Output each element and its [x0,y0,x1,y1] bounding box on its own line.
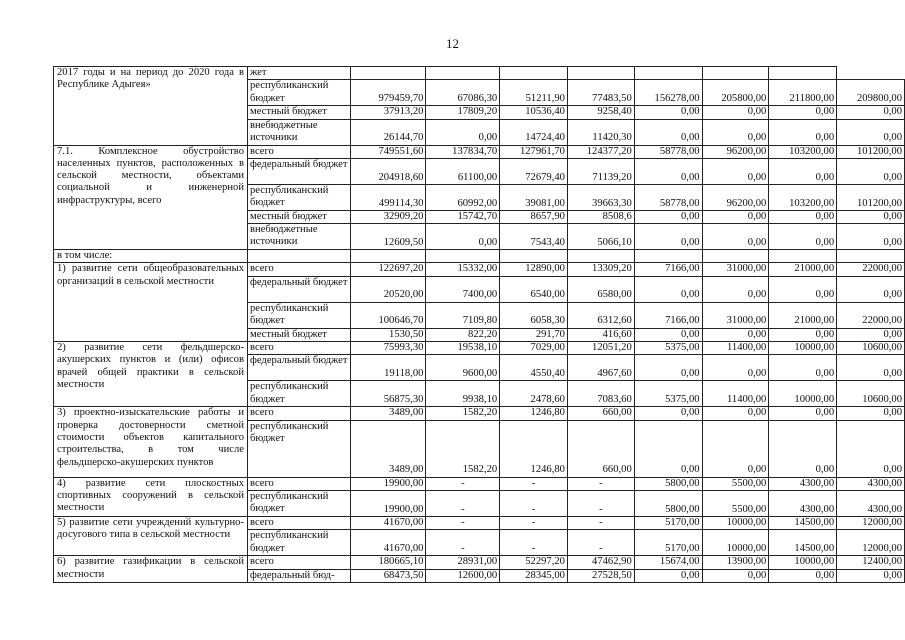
value-cell: 61100,00 [426,158,500,184]
value-cell: 0,00 [769,276,837,302]
funding-source: республиканский бюджет [248,490,351,516]
value-cell: 1246,80 [500,407,568,420]
value-cell: 22000,00 [837,263,905,276]
funding-source [248,250,351,263]
item-description: 3) проектно-изыскательские работы и проверка достоверности сметной стоимости объектов капитального строительства, в том числе фельдшерско-акушерских пунктов [54,407,248,477]
value-cell: - [426,530,500,556]
value-cell: 0,00 [837,106,905,119]
value-cell: 0,00 [426,224,500,250]
value-cell: 0,00 [837,158,905,184]
funding-source: федеральный бюджет [248,355,351,381]
value-cell: 7166,00 [634,302,702,328]
value-cell: 10600,00 [837,342,905,355]
value-cell: 0,00 [634,224,702,250]
value-cell: 0,00 [769,420,837,477]
value-cell: 979459,70 [350,80,426,106]
table-body [54,67,905,583]
value-cell: 660,00 [567,420,634,477]
value-cell: 499114,30 [350,184,426,210]
value-cell: 71139,20 [567,158,634,184]
table-row [54,145,905,158]
value-cell: 0,00 [426,119,500,145]
value-cell: 12000,00 [837,530,905,556]
value-cell: 291,70 [500,328,568,341]
value-cell: 0,00 [769,106,837,119]
value-cell: 7029,00 [500,342,568,355]
value-cell: 14724,40 [500,119,568,145]
value-cell: 10000,00 [769,342,837,355]
value-cell: 0,00 [634,420,702,477]
value-cell: 660,00 [567,407,634,420]
value-cell: 21000,00 [769,302,837,328]
value-cell: 22000,00 [837,302,905,328]
value-cell: 5375,00 [634,342,702,355]
value-cell: 28931,00 [426,556,500,569]
value-cell: - [567,530,634,556]
value-cell: 0,00 [634,328,702,341]
item-description: 5) развитие сети учреждений культурно-досугового типа в сельской местности [54,516,248,555]
funding-source: республиканский бюджет [248,184,351,210]
value-cell: 0,00 [769,158,837,184]
table-row [54,477,905,490]
item-description: 7.1. Комплексное обустройство населенных пунктов, расположенных в сельской местности, объектами социальной и инженерной инфраструктуры, всего [54,145,248,250]
funding-source: внебюджетные источники [248,119,351,145]
value-cell [567,250,634,263]
item-description: 4) развитие сети плоскостных спортивных сооружений в сельской местности [54,477,248,516]
value-cell: 205800,00 [702,80,769,106]
value-cell: 0,00 [702,106,769,119]
value-cell: 19900,00 [350,477,426,490]
value-cell: 6058,30 [500,302,568,328]
value-cell: 41670,00 [350,516,426,529]
value-cell [702,67,769,80]
value-cell: 6312,60 [567,302,634,328]
value-cell: 0,00 [702,355,769,381]
value-cell: 122697,20 [350,263,426,276]
value-cell: - [500,477,568,490]
funding-source: всего [248,556,351,569]
table-row [54,263,905,276]
value-cell: 47462,90 [567,556,634,569]
value-cell: 822,20 [426,328,500,341]
value-cell [426,67,500,80]
value-cell: 5170,00 [634,530,702,556]
value-cell: 75993,30 [350,342,426,355]
value-cell: 0,00 [634,276,702,302]
value-cell: 12051,20 [567,342,634,355]
value-cell: 19900,00 [350,490,426,516]
value-cell: 12000,00 [837,516,905,529]
value-cell: 11400,00 [702,381,769,407]
value-cell: 5066,10 [567,224,634,250]
value-cell: 137834,70 [426,145,500,158]
value-cell: 6580,00 [567,276,634,302]
value-cell: 211800,00 [769,80,837,106]
value-cell: 5500,00 [702,490,769,516]
value-cell: 416,60 [567,328,634,341]
value-cell: 4967,60 [567,355,634,381]
funding-source: республиканский бюджет [248,80,351,106]
value-cell: 0,00 [702,210,769,223]
value-cell: 19538,10 [426,342,500,355]
table-row [54,556,905,569]
value-cell [500,250,568,263]
value-cell [634,250,702,263]
value-cell: 9600,00 [426,355,500,381]
value-cell: 10000,00 [702,530,769,556]
value-cell: 124377,20 [567,145,634,158]
value-cell: 0,00 [702,119,769,145]
value-cell: 0,00 [769,119,837,145]
value-cell: 749551,60 [350,145,426,158]
item-description: 2017 годы и на период до 2020 года в Республике Адыгея» [54,67,248,146]
funding-source: всего [248,477,351,490]
value-cell [769,250,837,263]
value-cell [634,67,702,80]
value-cell: 52297,20 [500,556,568,569]
value-cell: 0,00 [837,210,905,223]
value-cell: 4300,00 [837,477,905,490]
value-cell: 10000,00 [769,381,837,407]
value-cell: 0,00 [634,119,702,145]
value-cell: 58778,00 [634,184,702,210]
value-cell: 0,00 [634,106,702,119]
value-cell: 12400,00 [837,556,905,569]
value-cell: 4550,40 [500,355,568,381]
funding-source: местный бюджет [248,328,351,341]
value-cell: 4300,00 [769,490,837,516]
value-cell: 10000,00 [702,516,769,529]
value-cell: 31000,00 [702,263,769,276]
value-cell: 209800,00 [837,80,905,106]
value-cell: 14500,00 [769,530,837,556]
value-cell: 51211,90 [500,80,568,106]
value-cell: 0,00 [702,224,769,250]
funding-source: федеральный бюджет [248,158,351,184]
value-cell: - [567,516,634,529]
value-cell: 37913,20 [350,106,426,119]
value-cell: - [426,490,500,516]
value-cell [769,67,837,80]
value-cell: 0,00 [634,158,702,184]
funding-source: республиканский бюджет [248,381,351,407]
value-cell: 32909,20 [350,210,426,223]
funding-source: всего [248,407,351,420]
value-cell: 31000,00 [702,302,769,328]
value-cell: 15742,70 [426,210,500,223]
item-description: 1) развитие сети общеобразовательных организаций в сельской местности [54,263,248,342]
value-cell: 72679,40 [500,158,568,184]
value-cell: 8657,90 [500,210,568,223]
value-cell: 77483,50 [567,80,634,106]
value-cell: 60992,00 [426,184,500,210]
value-cell: 5800,00 [634,490,702,516]
value-cell: 21000,00 [769,263,837,276]
value-cell [350,250,426,263]
value-cell: 15332,00 [426,263,500,276]
value-cell: 10536,40 [500,106,568,119]
value-cell [500,67,568,80]
value-cell: 204918,60 [350,158,426,184]
value-cell [567,67,634,80]
funding-source: республиканский бюджет [248,420,351,477]
value-cell: 6540,00 [500,276,568,302]
funding-source: местный бюджет [248,210,351,223]
value-cell: 0,00 [837,355,905,381]
value-cell: 12609,50 [350,224,426,250]
table-row [54,250,905,263]
funding-source: местный бюджет [248,106,351,119]
value-cell: 103200,00 [769,184,837,210]
value-cell: 12890,00 [500,263,568,276]
value-cell: 101200,00 [837,145,905,158]
value-cell: 7166,00 [634,263,702,276]
value-cell: 4300,00 [837,490,905,516]
value-cell: 96200,00 [702,145,769,158]
item-description: 2) развитие сети фельдшерско-акушерских пунктов и (или) офисов врачей общей практики в сельской местности [54,342,248,407]
funding-source: федеральный бюд- [248,569,351,582]
value-cell: 0,00 [634,407,702,420]
value-cell: 101200,00 [837,184,905,210]
value-cell: 58778,00 [634,145,702,158]
table-row [54,516,905,529]
value-cell: 0,00 [837,420,905,477]
value-cell: 56875,30 [350,381,426,407]
value-cell: 5800,00 [634,477,702,490]
value-cell: 12600,00 [426,569,500,582]
value-cell: - [426,477,500,490]
value-cell: 5500,00 [702,477,769,490]
value-cell: - [567,477,634,490]
item-description: в том числе: [54,250,248,263]
value-cell: 20520,00 [350,276,426,302]
value-cell: 41670,00 [350,530,426,556]
value-cell: 7400,00 [426,276,500,302]
value-cell: 8508,6 [567,210,634,223]
value-cell: 39663,30 [567,184,634,210]
value-cell: 1582,20 [426,407,500,420]
value-cell: 156278,00 [634,80,702,106]
value-cell: 103200,00 [769,145,837,158]
value-cell: 100646,70 [350,302,426,328]
value-cell: 0,00 [769,569,837,582]
value-cell: 10000,00 [769,556,837,569]
value-cell: 1582,20 [426,420,500,477]
value-cell: 0,00 [837,407,905,420]
value-cell: - [500,530,568,556]
value-cell: 7083,60 [567,381,634,407]
value-cell: 0,00 [769,407,837,420]
value-cell: 5375,00 [634,381,702,407]
funding-source: всего [248,516,351,529]
item-description: 6) развитие газификации в сельской местности [54,556,248,583]
value-cell: 0,00 [634,210,702,223]
value-cell: - [426,516,500,529]
value-cell: 0,00 [702,569,769,582]
value-cell: 19118,00 [350,355,426,381]
value-cell [350,67,426,80]
value-cell: 4300,00 [769,477,837,490]
value-cell [702,250,769,263]
page-number: 12 [446,36,459,51]
value-cell: 7543,40 [500,224,568,250]
table-row [54,342,905,355]
value-cell: 0,00 [837,224,905,250]
value-cell: 96200,00 [702,184,769,210]
budget-table [53,66,905,583]
value-cell: 10600,00 [837,381,905,407]
funding-source: жет [248,67,351,80]
value-cell: 39081,00 [500,184,568,210]
value-cell: 11400,00 [702,342,769,355]
value-cell [426,250,500,263]
value-cell: 0,00 [634,355,702,381]
value-cell: 0,00 [769,210,837,223]
value-cell: 28345,00 [500,569,568,582]
value-cell: 0,00 [702,420,769,477]
value-cell: 3489,00 [350,420,426,477]
value-cell: 0,00 [837,569,905,582]
value-cell: 68473,50 [350,569,426,582]
value-cell: 2478,60 [500,381,568,407]
value-cell: 26144,70 [350,119,426,145]
value-cell: 0,00 [769,328,837,341]
value-cell: 0,00 [837,328,905,341]
value-cell: 127961,70 [500,145,568,158]
value-cell: 13900,00 [702,556,769,569]
value-cell: 0,00 [702,276,769,302]
value-cell: 9258,40 [567,106,634,119]
value-cell: - [500,516,568,529]
value-cell: 1530,50 [350,328,426,341]
value-cell: 0,00 [702,407,769,420]
value-cell: 5170,00 [634,516,702,529]
funding-source: федеральный бюджет [248,276,351,302]
value-cell: 0,00 [769,355,837,381]
value-cell: 15674,00 [634,556,702,569]
value-cell: 11420,30 [567,119,634,145]
funding-source: всего [248,342,351,355]
value-cell: 27528,50 [567,569,634,582]
value-cell: 0,00 [702,158,769,184]
value-cell [837,250,905,263]
value-cell: 0,00 [837,276,905,302]
value-cell: 180665,10 [350,556,426,569]
value-cell: 17809,20 [426,106,500,119]
value-cell: 0,00 [702,328,769,341]
value-cell: - [567,490,634,516]
value-cell: 13309,20 [567,263,634,276]
value-cell: 3489,00 [350,407,426,420]
funding-source: внебюджетные источники [248,224,351,250]
table-row [54,67,905,80]
value-cell: 1246,80 [500,420,568,477]
value-cell: 14500,00 [769,516,837,529]
funding-source: республиканский бюджет [248,530,351,556]
value-cell: 9938,10 [426,381,500,407]
funding-source: всего [248,145,351,158]
value-cell: 0,00 [837,119,905,145]
value-cell: 67086,30 [426,80,500,106]
funding-source: республиканский бюджет [248,302,351,328]
value-cell: 0,00 [769,224,837,250]
value-cell: 7109,80 [426,302,500,328]
table-row [54,407,905,420]
value-cell: 0,00 [634,569,702,582]
funding-source: всего [248,263,351,276]
value-cell: - [500,490,568,516]
value-cell [837,67,905,80]
